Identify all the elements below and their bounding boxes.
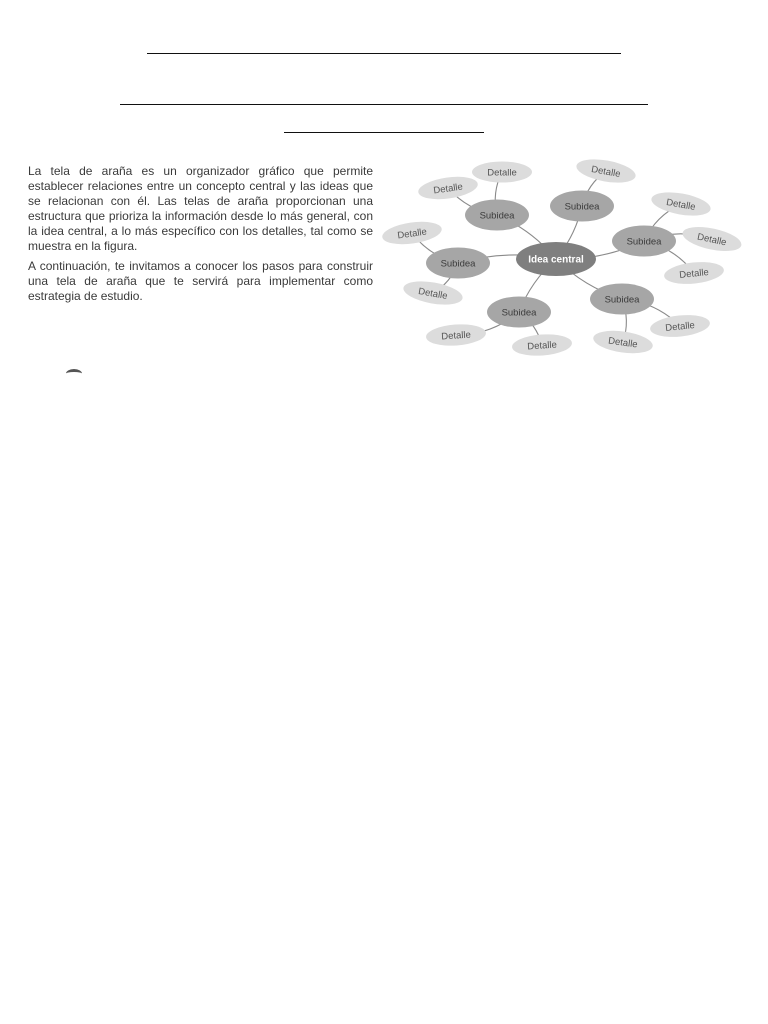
- paragraph-invitation: A continuación, te invitamos a conocer los pasos para construir una tela de araña que te servirá para implementar como estrategia de estudio.: [28, 258, 373, 303]
- subidea-node-6-label: Subidea: [604, 294, 640, 306]
- detalle-node-4-1: [381, 218, 443, 247]
- detalle-node-1-1: [417, 173, 479, 202]
- subidea-node-4: [426, 248, 490, 279]
- detalle-node-4-2-label: Detalle: [417, 286, 449, 302]
- title-blank-line-1: [147, 53, 621, 54]
- detalle-node-6-1-label: Detalle: [664, 319, 696, 335]
- detalle-node-5-2-label: Detalle: [526, 339, 558, 353]
- title-blank-line-2: [120, 104, 648, 105]
- spider-web-diagram: [376, 152, 756, 362]
- diagram-nodes: [381, 155, 744, 357]
- detalle-node-1-2: [472, 162, 532, 183]
- detalle-node-2-1-label: Detalle: [590, 164, 622, 180]
- subidea-node-3: [612, 226, 676, 257]
- subidea-node-4-label: Subidea: [440, 258, 476, 270]
- detalle-node-3-2: [680, 222, 743, 255]
- detalle-node-6-2-label: Detalle: [607, 335, 639, 351]
- subidea-node-6: [590, 284, 654, 315]
- subidea-node-5-label: Subidea: [501, 307, 537, 319]
- subidea-node-1-label: Subidea: [479, 210, 515, 222]
- subtitle-blank-line: [284, 132, 484, 133]
- subidea-node-5: [487, 297, 551, 328]
- intro-text: [28, 164, 373, 308]
- detalle-node-3-1-label: Detalle: [665, 197, 697, 213]
- detalle-node-4-2: [402, 277, 465, 308]
- detalle-node-4-1-label: Detalle: [396, 226, 428, 242]
- detalle-node-6-2: [592, 327, 654, 356]
- detalle-node-1-2-label: Detalle: [487, 167, 517, 179]
- subidea-node-2: [550, 191, 614, 222]
- paragraph-definition: La tela de araña es un organizador gráfico que permite establecer relaciones entre un concepto central y las ideas que se relacionan con él. Las telas de araña proporcionan una estructura que prioriza la información desde lo más general, con la idea central, a lo más específico con los detalles, tal como se muestra en la figura.: [28, 164, 373, 254]
- central-idea-node: [516, 242, 596, 276]
- subidea-node-2-label: Subidea: [564, 201, 600, 213]
- detalle-node-3-3: [663, 259, 725, 286]
- detalle-node-1-1-label: Detalle: [432, 181, 464, 197]
- detalle-node-5-1: [425, 322, 486, 347]
- detalle-node-5-1-label: Detalle: [440, 329, 472, 343]
- detalle-node-2-1: [575, 155, 638, 186]
- detalle-node-3-1: [650, 188, 713, 219]
- detalle-node-6-1: [649, 312, 711, 339]
- detalle-node-3-3-label: Detalle: [678, 266, 710, 282]
- detalle-node-5-2: [511, 332, 572, 357]
- cut-off-glyph: [66, 369, 82, 378]
- central-idea-node-label: Idea central: [528, 254, 584, 266]
- subidea-node-3-label: Subidea: [626, 236, 662, 248]
- subidea-node-1: [465, 200, 529, 231]
- detalle-node-3-2-label: Detalle: [696, 231, 728, 249]
